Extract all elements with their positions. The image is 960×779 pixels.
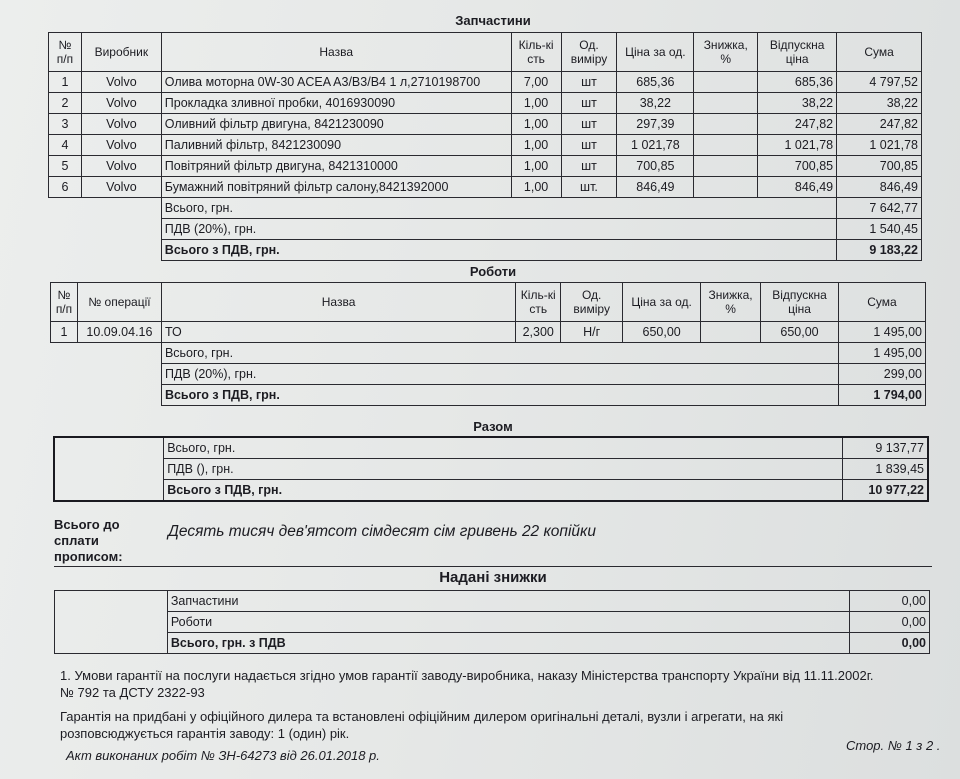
cell-price: 38,22	[617, 93, 694, 114]
works-vat-label: ПДВ (20%), грн.	[161, 364, 838, 385]
divider	[54, 566, 932, 567]
discounts-section-title: Надані знижки	[439, 569, 547, 586]
works-vat-row	[51, 364, 926, 385]
cell-maker: Volvo	[81, 135, 161, 156]
summary-vat-value: 1 839,45	[842, 459, 928, 480]
cell-price: 650,00	[623, 322, 701, 343]
cell-name: Оливний фільтр двигуна, 8421230090	[161, 114, 511, 135]
page-number: Стор. № 1 з 2 .	[846, 738, 941, 753]
col-header-sale-price: Відпускна ціна	[758, 33, 837, 72]
act-reference: Акт виконаних робіт № ЗН-64273 від 26.01.2018 р.	[66, 748, 380, 763]
discount-total-label: Всього, грн. з ПДВ	[167, 633, 849, 654]
cell-name: Повітряний фільтр двигуна, 8421310000	[161, 156, 511, 177]
cell-maker: Volvo	[81, 177, 161, 198]
warranty-note-line: розповсюджується гарантія заводу: 1 (один) рік.	[60, 726, 350, 741]
summary-grand-label: Всього з ПДВ, грн.	[164, 480, 842, 502]
cell-index: 1	[51, 322, 78, 343]
cell-discount	[694, 135, 758, 156]
discount-parts-label: Запчастини	[167, 591, 849, 612]
works-vat-value: 299,00	[839, 364, 926, 385]
summary-blank-cell	[54, 437, 164, 501]
cell-maker: Volvo	[81, 93, 161, 114]
cell-sum: 1 495,00	[839, 322, 926, 343]
parts-total-label: Всього, грн.	[161, 198, 836, 219]
col-header-maker: Виробник	[81, 33, 161, 72]
table-row	[49, 93, 922, 114]
table-row	[51, 322, 926, 343]
cell-qty: 1,00	[511, 177, 561, 198]
cell-sale-price: 1 021,78	[758, 135, 837, 156]
cell-discount	[694, 114, 758, 135]
cell-qty: 1,00	[511, 93, 561, 114]
cell-price: 1 021,78	[617, 135, 694, 156]
col-header-qty: Кіль-кі сть	[516, 283, 561, 322]
discount-works-label: Роботи	[167, 612, 849, 633]
cell-operation: 10.09.04.16	[77, 322, 161, 343]
parts-table	[48, 32, 922, 261]
warranty-note-line: Гарантія на придбані у офіційного дилера та встановлені офіційним дилером оригінальні деталі, вузли і агрегати, на які	[60, 709, 784, 724]
cell-sum: 846,49	[837, 177, 922, 198]
cell-index: 1	[49, 72, 82, 93]
cell-unit: шт	[561, 93, 617, 114]
discount-row-works	[55, 612, 930, 633]
cell-sale-price: 700,85	[758, 156, 837, 177]
parts-section-title: Запчастини	[455, 13, 531, 28]
cell-name: Бумажний повітряний фільтр салону,8421392000	[161, 177, 511, 198]
col-header-operation: № операції	[77, 283, 161, 322]
cell-discount	[694, 177, 758, 198]
cell-sum: 247,82	[837, 114, 922, 135]
amount-in-words-label: Всього до сплати прописом:	[54, 517, 123, 564]
cell-unit: Н/г	[561, 322, 623, 343]
summary-total-row	[54, 437, 928, 459]
cell-unit: шт.	[561, 177, 617, 198]
cell-qty: 2,300	[516, 322, 561, 343]
table-row	[49, 156, 922, 177]
parts-total-value: 7 642,77	[837, 198, 922, 219]
col-header-qty: Кіль-кі сть	[511, 33, 561, 72]
col-header-sum: Сума	[837, 33, 922, 72]
col-header-unit: Од. виміру	[561, 33, 617, 72]
cell-qty: 1,00	[511, 135, 561, 156]
cell-sum: 700,85	[837, 156, 922, 177]
col-header-price: Ціна за од.	[617, 33, 694, 72]
parts-grand-label: Всього з ПДВ, грн.	[161, 240, 836, 261]
cell-discount	[701, 322, 761, 343]
parts-grand-row	[49, 240, 922, 261]
cell-sale-price: 846,49	[758, 177, 837, 198]
col-header-index: № п/п	[49, 33, 82, 72]
discount-row-parts	[55, 591, 930, 612]
cell-maker: Volvo	[81, 72, 161, 93]
parts-total-row	[49, 198, 922, 219]
cell-sale-price: 247,82	[758, 114, 837, 135]
warranty-note-line: № 792 та ДСТУ 2322-93	[60, 685, 205, 700]
cell-qty: 1,00	[511, 114, 561, 135]
discount-parts-value: 0,00	[850, 591, 930, 612]
discounts-table	[54, 590, 930, 654]
cell-name: Паливний фільтр, 8421230090	[161, 135, 511, 156]
summary-grand-value: 10 977,22	[842, 480, 928, 502]
works-grand-label: Всього з ПДВ, грн.	[161, 385, 838, 406]
col-header-sum: Сума	[839, 283, 926, 322]
cell-sum: 4 797,52	[837, 72, 922, 93]
discount-blank-cell	[55, 591, 168, 654]
works-header-row	[51, 283, 926, 322]
discount-works-value: 0,00	[850, 612, 930, 633]
cell-discount	[694, 72, 758, 93]
cell-maker: Volvo	[81, 156, 161, 177]
table-row	[49, 114, 922, 135]
works-total-label: Всього, грн.	[161, 343, 838, 364]
warranty-note-line: 1. Умови гарантії на послуги надається згідно умов гарантії заводу-виробника, наказу Міністерства транспорту України від 11.11.2002г.	[60, 668, 874, 683]
works-grand-value: 1 794,00	[839, 385, 926, 406]
cell-qty: 1,00	[511, 156, 561, 177]
works-table	[50, 282, 926, 406]
col-header-discount: Знижка, %	[694, 33, 758, 72]
cell-unit: шт	[561, 156, 617, 177]
works-total-value: 1 495,00	[839, 343, 926, 364]
summary-vat-row	[54, 459, 928, 480]
col-header-name: Назва	[161, 33, 511, 72]
cell-price: 685,36	[617, 72, 694, 93]
warranty-notes	[60, 667, 940, 742]
cell-sale-price: 685,36	[758, 72, 837, 93]
summary-total-label: Всього, грн.	[164, 437, 842, 459]
table-row	[49, 177, 922, 198]
cell-maker: Volvo	[81, 114, 161, 135]
works-section-title: Роботи	[469, 264, 517, 279]
col-header-unit: Од. виміру	[561, 283, 623, 322]
cell-name: ТО	[161, 322, 515, 343]
col-header-discount: Знижка, %	[701, 283, 761, 322]
summary-table	[53, 436, 929, 502]
works-grand-row	[51, 385, 926, 406]
cell-price: 846,49	[617, 177, 694, 198]
cell-index: 2	[49, 93, 82, 114]
cell-unit: шт	[561, 135, 617, 156]
parts-vat-value: 1 540,45	[837, 219, 922, 240]
cell-name: Прокладка зливної пробки, 4016930090	[161, 93, 511, 114]
cell-discount	[694, 156, 758, 177]
cell-index: 3	[49, 114, 82, 135]
amount-in-words-text: Десять тисяч дев'ятсот сімдесят сім гривень 22 копійки	[168, 523, 596, 540]
works-total-row	[51, 343, 926, 364]
cell-price: 700,85	[617, 156, 694, 177]
cell-discount	[694, 93, 758, 114]
table-row	[49, 135, 922, 156]
cell-index: 4	[49, 135, 82, 156]
parts-grand-value: 9 183,22	[837, 240, 922, 261]
col-header-name: Назва	[161, 283, 515, 322]
parts-header-row	[49, 33, 922, 72]
cell-sale-price: 38,22	[758, 93, 837, 114]
cell-sale-price: 650,00	[761, 322, 839, 343]
discount-row-total	[55, 633, 930, 654]
parts-vat-row	[49, 219, 922, 240]
table-row	[49, 72, 922, 93]
cell-index: 5	[49, 156, 82, 177]
cell-unit: шт	[561, 114, 617, 135]
cell-sum: 1 021,78	[837, 135, 922, 156]
cell-price: 297,39	[617, 114, 694, 135]
col-header-index: № п/п	[51, 283, 78, 322]
cell-name: Олива моторна 0W-30 ACEA A3/B3/B4 1 л,2710198700	[161, 72, 511, 93]
cell-sum: 38,22	[837, 93, 922, 114]
cell-qty: 7,00	[511, 72, 561, 93]
cell-index: 6	[49, 177, 82, 198]
summary-total-value: 9 137,77	[842, 437, 928, 459]
cell-unit: шт	[561, 72, 617, 93]
parts-vat-label: ПДВ (20%), грн.	[161, 219, 836, 240]
col-header-price: Ціна за од.	[623, 283, 701, 322]
discount-total-value: 0,00	[850, 633, 930, 654]
summary-section-title: Разом	[473, 419, 513, 434]
col-header-sale-price: Відпускна ціна	[761, 283, 839, 322]
summary-vat-label: ПДВ (), грн.	[164, 459, 842, 480]
summary-grand-row	[54, 480, 928, 502]
